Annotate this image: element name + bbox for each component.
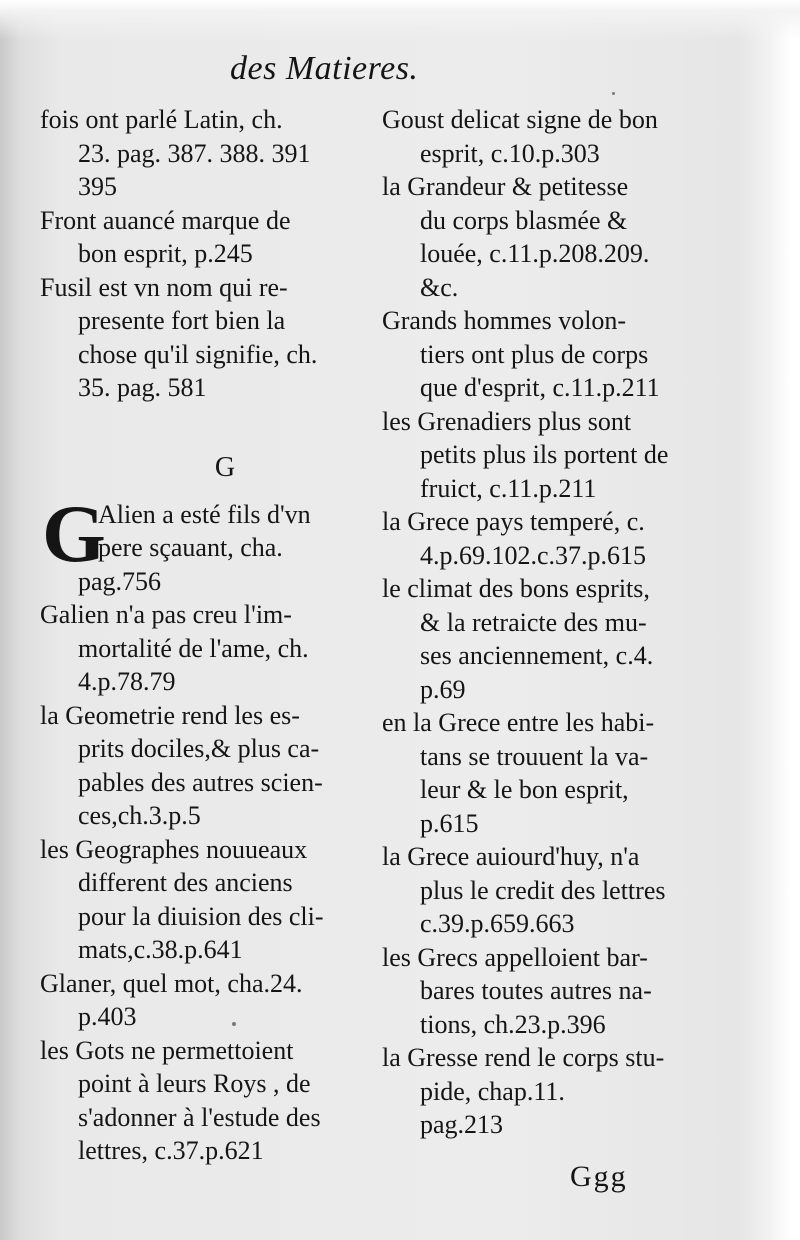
entry-line: tiers ont plus de corps	[420, 339, 649, 369]
entry-line: la Grece auiourd'huy, n'a	[382, 842, 640, 871]
entry-line: Front auancé marque de	[40, 205, 291, 235]
index-entry	[40, 699, 385, 833]
entry-line: Alien a esté fils d'vn	[98, 499, 311, 529]
index-entry	[40, 271, 385, 405]
index-entry	[40, 598, 385, 699]
entry-line: tans se trouuent la va-	[420, 741, 649, 771]
index-column-left	[40, 103, 385, 1168]
entry-line: Grands hommes volon-	[382, 306, 627, 335]
entry-line: les Gots ne permettoient	[40, 1035, 294, 1065]
entry-line: prits dociles,& plus ca-	[78, 734, 320, 763]
entry-line: lettres, c.37.p.621	[78, 1136, 264, 1165]
entry-line: que d'esprit, c.11.p.211	[420, 373, 660, 402]
entry-line: la Grandeur & petitesse	[382, 172, 629, 201]
entry-line: Goust delicat signe de bon	[382, 105, 658, 134]
entry-line: p.69	[420, 674, 466, 704]
index-entry	[382, 840, 742, 941]
entry-line: pag.756	[78, 566, 162, 596]
right-entries	[382, 103, 742, 1142]
entry-line: 35. pag. 581	[78, 373, 207, 402]
page-edge-shadow	[0, 0, 800, 40]
running-head: des Matieres.	[230, 50, 419, 87]
entry-line: les Grecs appelloient bar-	[382, 942, 648, 972]
entry-line: fruict, c.11.p.211	[420, 473, 597, 503]
entry-line: 395	[78, 172, 117, 201]
index-column-right	[382, 103, 742, 1142]
entry-line: &c.	[420, 272, 459, 302]
entry-line: pag.213	[420, 1110, 504, 1139]
index-entry	[40, 204, 385, 271]
left-entries-before-section	[40, 103, 385, 405]
signature-mark: Ggg	[570, 1160, 628, 1193]
index-entry	[40, 967, 385, 1034]
entry-line: 4.p.69.102.c.37.p.615	[420, 540, 647, 570]
entry-line: 23. pag. 387. 388. 391	[78, 138, 311, 168]
entry-line: c.39.p.659.663	[420, 909, 575, 938]
drop-capital: G	[42, 487, 106, 579]
entry-line: esprit, c.10.p.303	[420, 138, 600, 168]
left-entries-after-section	[40, 598, 385, 1168]
section-letter-heading: G	[214, 451, 236, 483]
entry-line: bares toutes autres na-	[420, 976, 652, 1005]
index-entry	[40, 833, 385, 967]
entry-line: pere sçauant, cha.	[98, 533, 283, 562]
index-entry	[382, 170, 742, 304]
entry-line: presente fort bien la	[78, 306, 286, 335]
entry-line: Fusil est vn nom qui re-	[40, 272, 288, 302]
entry-line: Glaner, quel mot, cha.24.	[40, 968, 303, 998]
entry-line: chose qu'il signifie, ch.	[78, 339, 318, 369]
entry-line: & la retraicte des mu-	[420, 607, 647, 637]
entry-line: pables des autres scien-	[78, 767, 323, 797]
index-entry	[382, 572, 742, 706]
print-speck	[612, 92, 615, 95]
print-speck	[232, 1022, 236, 1026]
entry-line: fois ont parlé Latin, ch.	[40, 105, 283, 134]
entry-line: p.615	[420, 808, 479, 838]
entry-line: pour la diuision des cli-	[78, 901, 324, 931]
entry-line: different des anciens	[78, 868, 293, 897]
index-entry	[382, 505, 742, 572]
entry-line: mats,c.38.p.641	[78, 935, 243, 964]
entry-line: plus le credit des lettres	[420, 875, 666, 905]
entry-line: tions, ch.23.p.396	[420, 1009, 606, 1039]
entry-line: les Geographes nouueaux	[40, 834, 308, 864]
index-entry	[40, 103, 385, 204]
entry-line: la Gresse rend le corps stu-	[382, 1043, 665, 1072]
index-entry	[382, 304, 742, 405]
entry-line: la Grece pays temperé, c.	[382, 507, 645, 536]
entry-line: en la Grece entre les habi-	[382, 708, 655, 737]
entry-line: bon esprit, p.245	[78, 239, 253, 268]
entry-line: p.403	[78, 1002, 137, 1031]
entry-line: ses anciennement, c.4.	[420, 641, 654, 670]
index-entry	[40, 1034, 385, 1168]
entry-line: du corps blasmée &	[420, 205, 628, 235]
entry-line: s'adonner à l'estude des	[78, 1102, 321, 1132]
entry-line: les Grenadiers plus sont	[382, 406, 632, 436]
entry-line: leur & le bon esprit,	[420, 775, 629, 804]
index-entry	[382, 405, 742, 506]
index-entry	[382, 1041, 742, 1142]
entry-line: 4.p.78.79	[78, 667, 176, 696]
index-entry	[382, 941, 742, 1042]
entry-line: ces,ch.3.p.5	[78, 801, 201, 830]
index-entry	[382, 103, 742, 170]
dropcap-entry	[40, 487, 385, 599]
index-entry	[382, 706, 742, 840]
entry-line: le climat des bons esprits,	[382, 574, 650, 603]
column-spacer	[40, 405, 385, 438]
entry-line: louée, c.11.p.208.209.	[420, 239, 650, 268]
entry-line: la Geometrie rend les es-	[40, 700, 300, 730]
entry-line: point à leurs Roys , de	[78, 1069, 311, 1098]
entry-line: petits plus ils portent de	[420, 440, 669, 469]
entry-line: mortalité de l'ame, ch.	[78, 633, 309, 663]
entry-line: pide, chap.11.	[420, 1076, 565, 1106]
entry-line: Galien n'a pas creu l'im-	[40, 600, 292, 629]
